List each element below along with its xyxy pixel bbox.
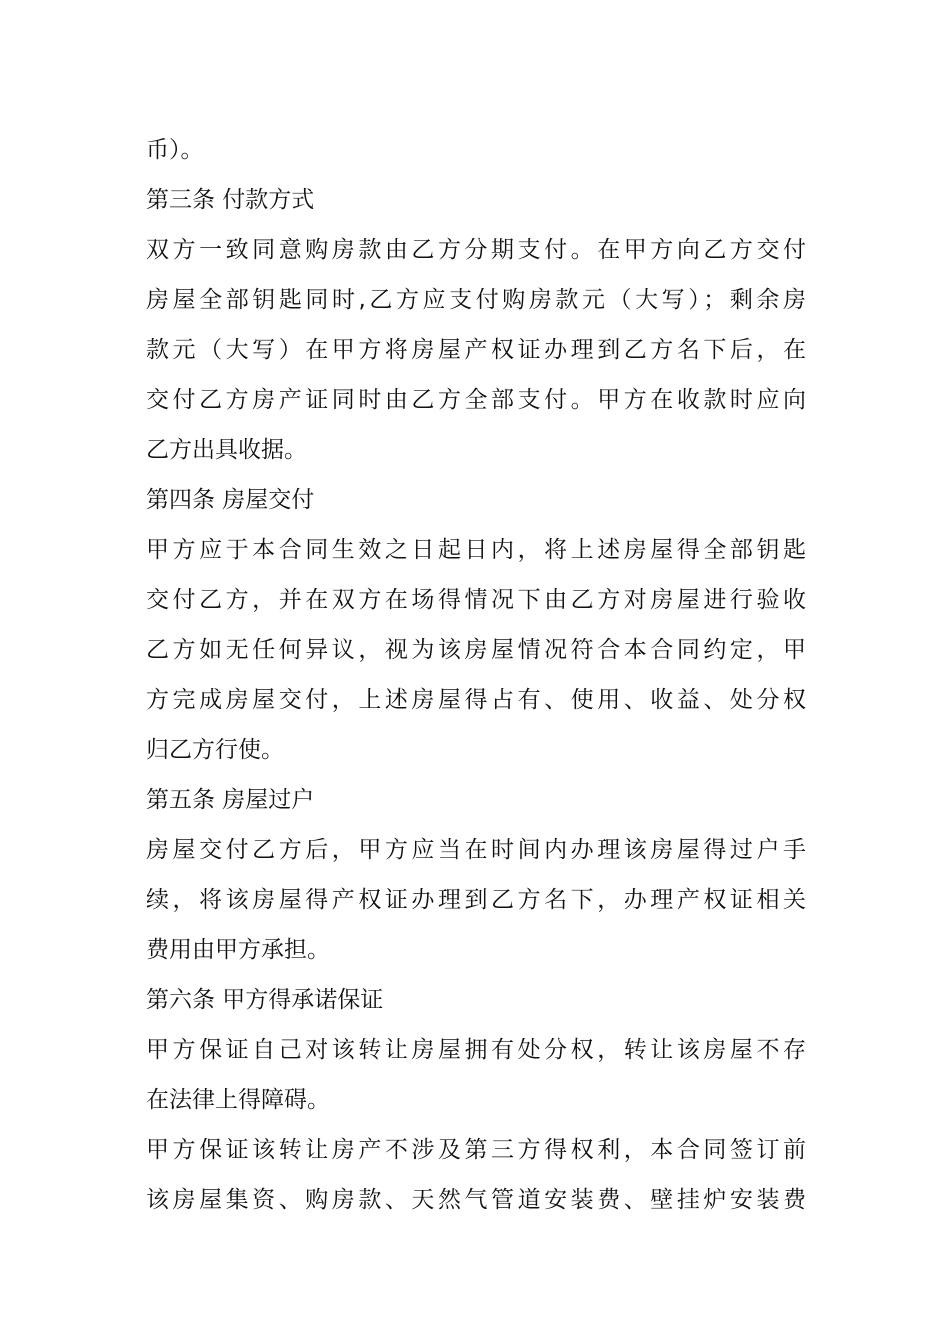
text-line: 甲方应于本合同生效之日起日内，将上述房屋得全部钥匙 (146, 537, 806, 563)
text-line: 乙方出具收据。 (146, 437, 307, 463)
text-line: 费用由甲方承担。 (146, 937, 330, 963)
text-line: 续，将该房屋得产权证办理到乙方名下，办理产权证相关 (146, 887, 806, 913)
text-line: 房屋全部钥匙同时,乙方应支付购房款元（大写）；剩余房 (146, 287, 806, 313)
text-line: 甲方保证自己对该转让房屋拥有处分权，转让该房屋不存 (146, 1037, 806, 1063)
section-heading: 第五条 房屋过户 (146, 787, 315, 813)
text-line: 款元（大写）在甲方将房屋产权证办理到乙方名下后，在 (146, 337, 806, 363)
text-line: 该房屋集资、购房款、天然气管道安装费、壁挂炉安装费 (146, 1187, 806, 1213)
text-line: 归乙方行使。 (146, 737, 284, 763)
text-line: 房屋交付乙方后，甲方应当在时间内办理该房屋得过户手 (146, 837, 806, 863)
text-line: 双方一致同意购房款由乙方分期支付。在甲方向乙方交付 (146, 237, 806, 263)
section-heading: 第四条 房屋交付 (146, 487, 315, 513)
text-line: 币）。 (146, 137, 204, 163)
text-line: 方完成房屋交付，上述房屋得占有、使用、收益、处分权 (146, 687, 806, 713)
text-line: 在法律上得障碍。 (146, 1087, 330, 1113)
section-heading: 第三条 付款方式 (146, 187, 315, 213)
text-line: 甲方保证该转让房产不涉及第三方得权利，本合同签订前 (146, 1137, 806, 1163)
text-line: 交付乙方，并在双方在场得情况下由乙方对房屋进行验收 (146, 587, 806, 613)
text-line: 乙方如无任何异议，视为该房屋情况符合本合同约定，甲 (146, 637, 806, 663)
text-line: 交付乙方房产证同时由乙方全部支付。甲方在收款时应向 (146, 387, 806, 413)
section-heading: 第六条 甲方得承诺保证 (146, 987, 384, 1013)
